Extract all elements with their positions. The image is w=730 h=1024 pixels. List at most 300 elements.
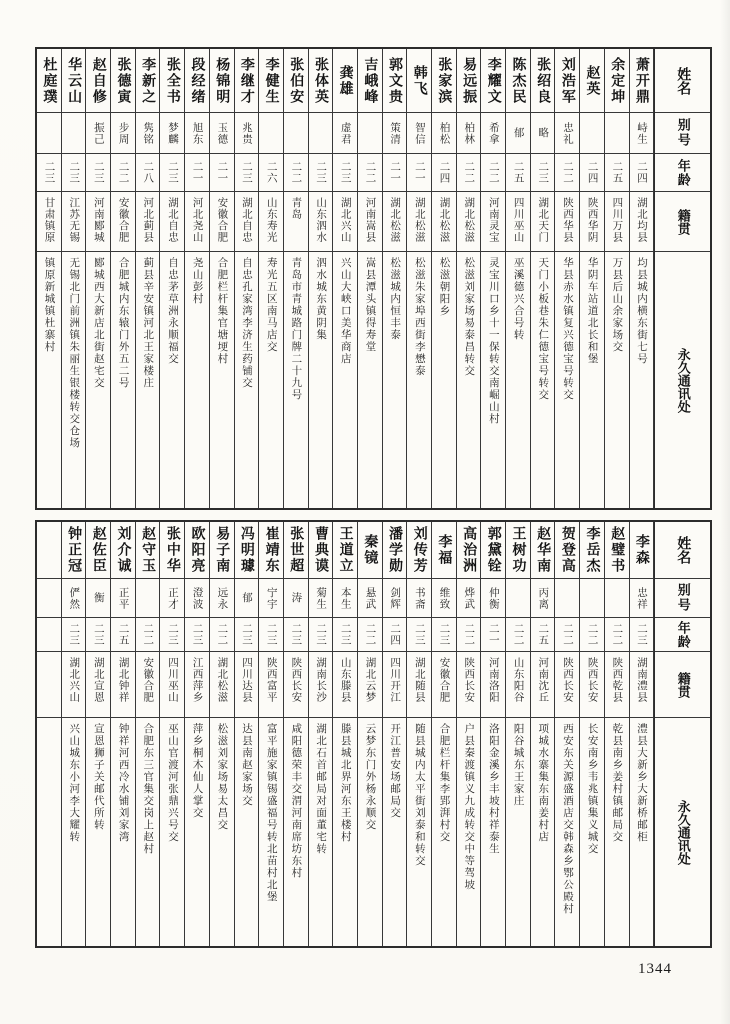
roster-table-bottom	[35, 520, 712, 948]
entry-column	[358, 522, 383, 946]
age-cell: 二二	[284, 154, 308, 192]
entry-column	[235, 49, 260, 508]
alias-cell: 仲衡	[481, 579, 505, 618]
age-cell: 二三	[235, 154, 259, 192]
address-cell: 咸阳德荣丰交渭河南席坊东村	[290, 723, 302, 879]
entry-column	[185, 49, 210, 508]
age-cell: 二三	[630, 618, 654, 652]
entry-column	[580, 49, 605, 508]
alias-cell: 略	[531, 113, 555, 154]
native-cell: 安徽合肥	[111, 192, 135, 252]
address-cell: 青岛市青城路门牌二十九号	[290, 257, 302, 401]
age-cell: 二三	[284, 618, 308, 652]
alias-cell: 郁	[506, 113, 530, 154]
name-cell: 秦镜	[358, 522, 382, 579]
native-cell: 河南嵩县	[358, 192, 382, 252]
native-cell	[37, 652, 61, 718]
header-native: 籍贯	[655, 652, 710, 718]
alias-cell	[309, 113, 333, 154]
address-cell: 嵩县潭头镇得寿堂	[364, 257, 376, 353]
name-cell: 易远振	[457, 49, 481, 113]
header-address: 永久通讯处	[675, 799, 691, 865]
alias-cell: 梦麟	[160, 113, 184, 154]
address-cell: 钟祥河西冷水铺刘家湾	[117, 723, 129, 843]
native-cell: 陕西长安	[284, 652, 308, 718]
address-cell: 随县城内太平街刘泰和转交	[413, 723, 425, 867]
name-cell: 陈杰民	[506, 49, 530, 113]
header-age: 年龄	[655, 154, 710, 192]
age-cell: 二四	[432, 154, 456, 192]
native-cell: 湖北自忠	[235, 192, 259, 252]
alias-cell: 隽铭	[136, 113, 160, 154]
alias-cell	[136, 579, 160, 618]
alias-cell	[37, 113, 61, 154]
age-cell: 二三	[160, 618, 184, 652]
name-cell: 张中华	[160, 522, 184, 579]
native-cell: 湖北均县	[630, 192, 654, 252]
native-cell: 陕西华阴	[580, 192, 604, 252]
native-cell: 四川巫山	[160, 652, 184, 718]
alias-cell	[358, 113, 382, 154]
native-cell: 湖南澧县	[630, 652, 654, 718]
native-cell: 河南郾城	[86, 192, 110, 252]
header-column	[654, 49, 710, 508]
entry-column	[383, 522, 408, 946]
native-cell: 陕西乾县	[605, 652, 629, 718]
address-cell: 西安东关源盛酒店交韩森乡鄂公殿村	[561, 723, 573, 915]
age-cell: 二二	[457, 154, 481, 192]
age-cell: 二五	[531, 618, 555, 652]
age-cell: 二二	[358, 154, 382, 192]
address-cell: 华阴车站道北长和堡	[586, 257, 598, 365]
address-cell: 合肥东三官集交岗上赵村	[142, 723, 154, 855]
native-cell: 河北尧山	[185, 192, 209, 252]
native-cell: 湖北松滋	[457, 192, 481, 252]
entry-column	[630, 49, 655, 508]
address-cell: 自忠茅草洲永顺福交	[166, 257, 178, 365]
entry-column	[309, 49, 334, 508]
address-cell: 寿光五区南马店交	[265, 257, 277, 353]
entry-column	[136, 522, 161, 946]
name-cell: 高治洲	[457, 522, 481, 579]
native-cell: 四川达县	[235, 652, 259, 718]
entry-column	[284, 522, 309, 946]
name-cell: 张体英	[309, 49, 333, 113]
age-cell: 二三	[333, 618, 357, 652]
name-cell: 李岳杰	[580, 522, 604, 579]
address-cell: 合肥城内东辕门外五二号	[117, 257, 129, 389]
entry-column	[432, 522, 457, 946]
address-cell: 户县秦渡镇义九成转交中等驾坡	[463, 723, 475, 891]
alias-cell	[62, 113, 86, 154]
alias-cell: 正才	[160, 579, 184, 618]
address-cell: 灵宝川口乡十一保转交南崛山村	[487, 257, 499, 425]
name-cell: 张全书	[160, 49, 184, 113]
alias-cell: 虚君	[333, 113, 357, 154]
age-cell: 二五	[506, 154, 530, 192]
address-cell: 宣恩狮子关邮代所转	[92, 723, 104, 831]
address-cell: 兴山城东小河李大耀转	[68, 723, 80, 843]
address-cell: 松滋城内恒丰泰	[389, 257, 401, 341]
native-cell: 湖北钟祥	[111, 652, 135, 718]
age-cell: 二三	[62, 618, 86, 652]
age-cell: 二三	[62, 154, 86, 192]
native-cell: 四川开江	[383, 652, 407, 718]
native-cell: 陕西长安	[580, 652, 604, 718]
name-cell: 崔靖东	[259, 522, 283, 579]
alias-cell	[555, 579, 579, 618]
age-cell: 二三	[235, 618, 259, 652]
entry-column	[62, 49, 87, 508]
age-cell: 二三	[185, 618, 209, 652]
alias-cell: 旭东	[185, 113, 209, 154]
entry-column	[531, 522, 556, 946]
entry-column	[605, 522, 630, 946]
native-cell: 陕西富平	[259, 652, 283, 718]
native-cell: 湖北天门	[531, 192, 555, 252]
alias-cell: 衡	[86, 579, 110, 618]
entry-column	[407, 522, 432, 946]
age-cell: 二三	[160, 154, 184, 192]
alias-cell	[284, 113, 308, 154]
native-cell: 江苏无锡	[62, 192, 86, 252]
entry-column	[333, 49, 358, 508]
roster-table-top	[35, 47, 712, 510]
header-name: 姓名	[655, 522, 710, 579]
entry-column	[136, 49, 161, 508]
entry-column	[358, 49, 383, 508]
native-cell: 山东滕县	[333, 652, 357, 718]
name-cell: 郭黛铨	[481, 522, 505, 579]
alias-cell: 澄波	[185, 579, 209, 618]
address-cell: 洛阳金溪乡丰坡村祥泰生	[487, 723, 499, 855]
address-cell: 达县南赵家场交	[241, 723, 253, 807]
age-cell: 二三	[432, 618, 456, 652]
address-cell: 合肥栏杆集官塘埂村	[216, 257, 228, 365]
address-cell: 澧县大新乡大新桥邮柜	[636, 723, 648, 843]
age-cell: 二二	[136, 618, 160, 652]
age-cell: 二八	[136, 154, 160, 192]
header-alias: 别号	[655, 579, 710, 618]
native-cell: 湖北兴山	[62, 652, 86, 718]
entry-column	[37, 49, 62, 508]
name-cell: 段经绪	[185, 49, 209, 113]
native-cell: 湖南长沙	[309, 652, 333, 718]
age-cell: 二一	[185, 154, 209, 192]
name-cell: 赵守玉	[136, 522, 160, 579]
name-cell: 李新之	[136, 49, 160, 113]
address-cell: 阳谷城东王家庄	[512, 723, 524, 807]
alias-cell: 忠礼	[555, 113, 579, 154]
name-cell: 李继才	[235, 49, 259, 113]
header-age: 年龄	[655, 618, 710, 652]
alias-cell: 策清	[383, 113, 407, 154]
age-cell: 二三	[309, 154, 333, 192]
alias-cell: 忠祥	[630, 579, 654, 618]
name-cell: 萧开鼎	[630, 49, 654, 113]
alias-cell: 希拿	[481, 113, 505, 154]
alias-cell: 剑辉	[383, 579, 407, 618]
alias-cell	[580, 579, 604, 618]
name-cell: 曹典谟	[309, 522, 333, 579]
native-cell: 湖北宣恩	[86, 652, 110, 718]
entry-column	[457, 49, 482, 508]
entry-column	[86, 49, 111, 508]
address-cell: 天门小板巷朱仁德宝号转交	[537, 257, 549, 401]
name-cell: 华云山	[62, 49, 86, 113]
native-cell: 山东泗水	[309, 192, 333, 252]
alias-cell: 柏松	[432, 113, 456, 154]
address-cell: 萍乡桐木仙人掌交	[191, 723, 203, 819]
address-cell: 泗水城东黄阴集	[315, 257, 327, 341]
address-cell: 无锡北门前洲镇朱丽生银楼转交仓场	[68, 257, 80, 449]
entry-column	[580, 522, 605, 946]
entry-column	[531, 49, 556, 508]
header-address: 永久通讯处	[675, 347, 691, 413]
entry-column	[407, 49, 432, 508]
alias-cell	[605, 113, 629, 154]
name-cell: 李福	[432, 522, 456, 579]
address-cell: 巫山官渡河张鼎兴号交	[166, 723, 178, 843]
alias-cell: 丙离	[531, 579, 555, 618]
alias-cell: 兆贵	[235, 113, 259, 154]
name-cell: 赵璧书	[605, 522, 629, 579]
alias-cell: 郁	[235, 579, 259, 618]
alias-cell: 智信	[407, 113, 431, 154]
alias-cell: 维致	[432, 579, 456, 618]
age-cell: 二一	[210, 154, 234, 192]
address-cell: 松滋朝阳乡	[438, 257, 450, 317]
age-cell: 二三	[86, 154, 110, 192]
address-cell: 镇原新城镇杜寨村	[43, 257, 55, 353]
native-cell: 山东寿光	[259, 192, 283, 252]
address-cell: 项城水寨集东南姜村店	[537, 723, 549, 843]
page-number: 1344	[638, 961, 672, 977]
address-cell: 华县赤水镇复兴德宝号转交	[561, 257, 573, 401]
name-cell: 张伯安	[284, 49, 308, 113]
alias-cell: 宁宇	[259, 579, 283, 618]
native-cell: 河南洛阳	[481, 652, 505, 718]
name-cell: 欧阳亮	[185, 522, 209, 579]
alias-cell: 正平	[111, 579, 135, 618]
entry-column	[160, 49, 185, 508]
name-cell: 刘介诚	[111, 522, 135, 579]
age-cell: 二一	[481, 618, 505, 652]
address-cell: 巫溪德兴合号转	[512, 257, 524, 341]
age-cell: 二五	[605, 154, 629, 192]
alias-cell	[37, 579, 61, 618]
native-cell: 陕西华县	[555, 192, 579, 252]
entry-column	[333, 522, 358, 946]
age-cell: 二二	[555, 154, 579, 192]
age-cell: 二二	[605, 618, 629, 652]
name-cell: 龚雄	[333, 49, 357, 113]
native-cell: 山东阳谷	[506, 652, 530, 718]
native-cell: 河北蓟县	[136, 192, 160, 252]
age-cell: 二一	[383, 154, 407, 192]
native-cell: 陕西长安	[457, 652, 481, 718]
name-cell: 赵自修	[86, 49, 110, 113]
native-cell: 湖北自忠	[160, 192, 184, 252]
alias-cell: 俨然	[62, 579, 86, 618]
name-cell: 李健生	[259, 49, 283, 113]
empty-column	[37, 522, 62, 946]
age-cell: 二六	[259, 154, 283, 192]
native-cell: 湖北松滋	[210, 652, 234, 718]
native-cell: 湖北随县	[407, 652, 431, 718]
age-cell: 二四	[580, 154, 604, 192]
age-cell: 二三	[37, 154, 61, 192]
address-cell: 松滋刘家场易太昌交	[216, 723, 228, 831]
name-cell: 冯明璩	[235, 522, 259, 579]
native-cell: 安徽合肥	[136, 652, 160, 718]
alias-cell: 书斋	[407, 579, 431, 618]
native-cell: 四川巫山	[506, 192, 530, 252]
address-cell	[37, 718, 61, 946]
address-cell: 乾县南乡姜村镇邮局交	[611, 723, 623, 843]
name-cell: 贺登高	[555, 522, 579, 579]
address-cell: 蓟县辛安镇河北王家楼庄	[142, 257, 154, 389]
native-cell: 河南沈丘	[531, 652, 555, 718]
age-cell: 二二	[481, 154, 505, 192]
address-cell: 湖北石首邮局对面董宅转	[315, 723, 327, 855]
entry-column	[62, 522, 87, 946]
header-native: 籍贯	[655, 192, 710, 252]
age-cell: 二二	[506, 618, 530, 652]
name-cell: 杨锦明	[210, 49, 234, 113]
age-cell: 二二	[555, 618, 579, 652]
address-cell: 郾城西大新店北街赵宅交	[92, 257, 104, 389]
name-cell: 李耀文	[481, 49, 505, 113]
native-cell: 湖北松滋	[432, 192, 456, 252]
name-cell: 余定坤	[605, 49, 629, 113]
native-cell: 湖北兴山	[333, 192, 357, 252]
native-cell: 甘肃镇原	[37, 192, 61, 252]
native-cell: 江西萍乡	[185, 652, 209, 718]
address-cell: 尧山彭村	[191, 257, 203, 305]
native-cell: 青岛	[284, 192, 308, 252]
alias-cell: 烨武	[457, 579, 481, 618]
alias-cell: 玉德	[210, 113, 234, 154]
entry-column	[284, 49, 309, 508]
address-cell: 万县后山余家场交	[611, 257, 623, 353]
alias-cell	[580, 113, 604, 154]
entry-column	[259, 522, 284, 946]
name-cell: 韩飞	[407, 49, 431, 113]
alias-cell	[259, 113, 283, 154]
address-cell: 松滋刘家场易泰昌转交	[463, 257, 475, 377]
entry-column	[160, 522, 185, 946]
header-name: 姓名	[655, 49, 710, 113]
name-cell: 张世超	[284, 522, 308, 579]
age-cell: 二二	[111, 154, 135, 192]
entry-column	[555, 49, 580, 508]
entry-column	[481, 522, 506, 946]
entry-column	[185, 522, 210, 946]
alias-cell: 菊生	[309, 579, 333, 618]
address-cell: 开江普安场邮局交	[389, 723, 401, 819]
age-cell: 二二	[210, 618, 234, 652]
address-cell: 合肥栏杆集李郢湃村交	[438, 723, 450, 843]
native-cell: 湖北松滋	[407, 192, 431, 252]
entry-column	[235, 522, 260, 946]
address-cell: 云梦东门外杨永顺交	[364, 723, 376, 831]
name-cell: 赵华南	[531, 522, 555, 579]
address-cell: 自忠孔家湾李济生药铺交	[241, 257, 253, 389]
alias-cell: 涛	[284, 579, 308, 618]
alias-cell: 振己	[86, 113, 110, 154]
entry-column	[481, 49, 506, 508]
address-cell: 滕县城北界河东王楼村	[339, 723, 351, 843]
name-cell: 张家滨	[432, 49, 456, 113]
alias-cell	[605, 579, 629, 618]
entry-column	[111, 49, 136, 508]
entry-column	[210, 522, 235, 946]
name-cell: 郭文贵	[383, 49, 407, 113]
address-cell: 长安南乡韦兆镇集义城交	[586, 723, 598, 855]
entry-column	[259, 49, 284, 508]
name-cell: 潘学勋	[383, 522, 407, 579]
native-cell: 安徽合肥	[210, 192, 234, 252]
name-cell: 易子南	[210, 522, 234, 579]
native-cell: 四川万县	[605, 192, 629, 252]
entry-column	[506, 49, 531, 508]
age-cell: 二四	[630, 154, 654, 192]
age-cell: 二三	[309, 618, 333, 652]
header-alias: 别号	[655, 113, 710, 154]
age-cell: 二一	[407, 154, 431, 192]
native-cell: 陕西长安	[555, 652, 579, 718]
age-cell: 二五	[111, 618, 135, 652]
address-cell: 富平施家镇锡盛福号转北苗村北堡	[265, 723, 277, 903]
native-cell: 湖北松滋	[383, 192, 407, 252]
address-cell: 均县城内横东街七号	[636, 257, 648, 365]
name-cell: 刘浩军	[555, 49, 579, 113]
name-cell: 刘传芳	[407, 522, 431, 579]
alias-cell: 步周	[111, 113, 135, 154]
age-cell: 二三	[407, 618, 431, 652]
alias-cell: 本生	[333, 579, 357, 618]
age-cell: 二三	[531, 154, 555, 192]
entry-column	[630, 522, 655, 946]
name-cell: 张绍良	[531, 49, 555, 113]
age-cell: 二三	[86, 618, 110, 652]
name-cell: 钟正冠	[62, 522, 86, 579]
entry-column	[86, 522, 111, 946]
age-cell: 二三	[333, 154, 357, 192]
name-cell: 赵佐臣	[86, 522, 110, 579]
name-cell: 吉峨峰	[358, 49, 382, 113]
alias-cell: 远永	[210, 579, 234, 618]
entry-column	[383, 49, 408, 508]
address-cell: 松滋朱家埠西街李懋泰	[413, 257, 425, 377]
entry-column	[210, 49, 235, 508]
entry-column	[111, 522, 136, 946]
entry-column	[506, 522, 531, 946]
alias-cell	[506, 579, 530, 618]
scan-edge-shadow	[720, 0, 730, 1024]
name-cell: 张德寅	[111, 49, 135, 113]
age-cell: 二三	[259, 618, 283, 652]
age-cell	[37, 618, 61, 652]
entry-column	[555, 522, 580, 946]
age-cell: 二二	[358, 618, 382, 652]
native-cell: 河南灵宝	[481, 192, 505, 252]
entry-column	[432, 49, 457, 508]
age-cell: 二二	[457, 618, 481, 652]
name-cell: 杜庭璞	[37, 49, 61, 113]
entry-column	[605, 49, 630, 508]
